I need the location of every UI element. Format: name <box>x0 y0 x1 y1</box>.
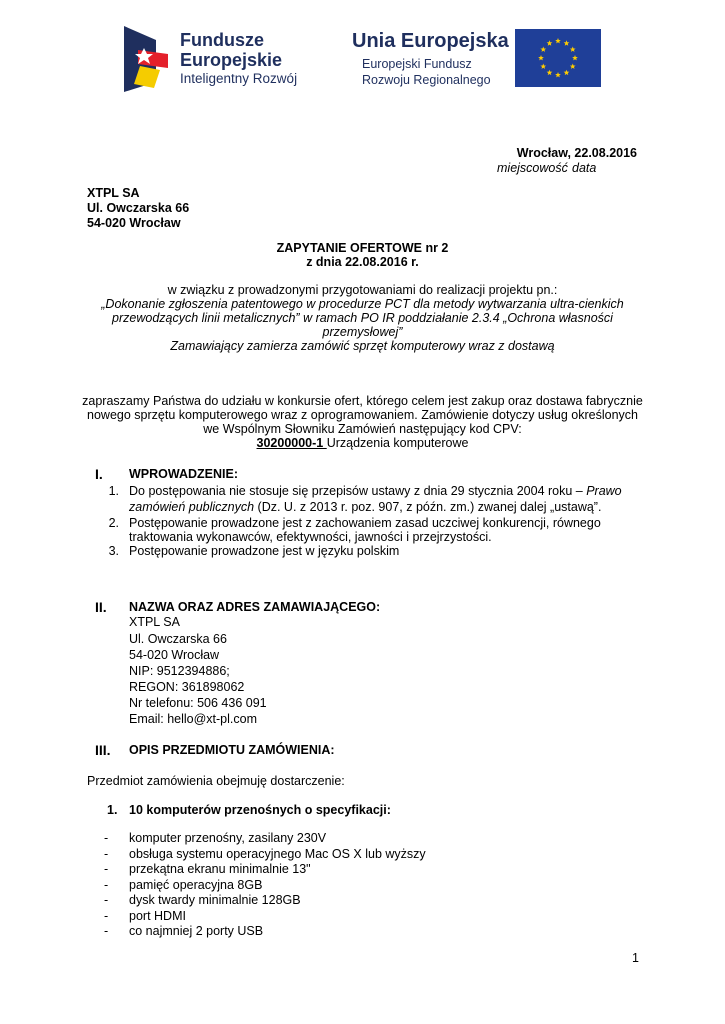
spec-dash: - <box>104 847 109 861</box>
document-title: ZAPYTANIE OFERTOWE nr 2 <box>276 241 449 255</box>
section1-numeral: I. <box>95 466 103 482</box>
spec-dash: - <box>104 878 109 892</box>
eu-star-icon <box>555 72 561 77</box>
place-caption: miejscowość <box>497 161 568 175</box>
spec-item: port HDMI <box>129 909 186 923</box>
item1-text-a: Do postępowania nie stosuje się przepisów ustawy z dnia 29 stycznia 2004 roku – <box>129 484 587 498</box>
invitation-line1: zapraszamy Państwa do udziału w konkursie ofert, którego celem jest zakup oraz dostawa fabrycznie <box>82 394 643 408</box>
section1-item3-line1: Postępowanie prowadzone jest w języku polskim <box>129 544 400 558</box>
place-date: Wrocław, 22.08.2016 <box>516 146 637 160</box>
item1-text-d: (Dz. U. z 2013 r. poz. 907, z późn. zm.) zwanej dalej „ustawą”. <box>254 500 602 514</box>
intro-line5: Zamawiający zamierza zamówić sprzęt komputerowy wraz z dostawą <box>170 339 555 353</box>
section1-item3-num: 3. <box>108 544 119 558</box>
intro-line3: przewodzących linii metalicznych” w ramach PO IR poddziałanie 2.3.4 „Ochrona własności <box>112 311 613 325</box>
eu-star-icon <box>547 40 553 45</box>
ue-logo-title: Unia Europejska <box>352 30 509 52</box>
cpv-code: 30200000-1 <box>256 436 327 450</box>
ue-logo-line2: Rozwoju Regionalnego <box>362 73 491 87</box>
company-phone: Nr telefonu: 506 436 091 <box>129 696 267 710</box>
section3-item-heading: 10 komputerów przenośnych o specyfikacji: <box>129 803 391 817</box>
section1-item1-num: 1. <box>108 484 119 498</box>
cpv-label: Urządzenia komputerowe <box>326 436 469 450</box>
invitation-line3: we Wspólnym Słowniku Zamówień następujący kod CPV: <box>203 422 522 436</box>
spec-item: przekątna ekranu minimalnie 13" <box>129 862 311 876</box>
company-nip: NIP: 9512394886; <box>129 664 230 678</box>
date-caption: data <box>572 161 597 175</box>
company-email: Email: hello@xt-pl.com <box>129 712 258 726</box>
company-city: 54-020 Wrocław <box>129 648 220 662</box>
section1-item2-line1: Postępowanie prowadzone jest z zachowaniem zasad uczciwej konkurencji, równego <box>129 516 601 530</box>
spec-item: dysk twardy minimalnie 128GB <box>129 893 301 907</box>
section1-item2-line2: traktowania wykonawców, efektywności, jawności i przejrzystości. <box>129 530 492 544</box>
intro-line4: przemysłowej” <box>322 325 403 339</box>
eu-star-icon <box>564 70 570 75</box>
fe-logo-line2: Europejskie <box>180 50 283 70</box>
eu-star-icon <box>570 47 576 52</box>
spec-item: co najmniej 2 porty USB <box>129 924 264 938</box>
section1-item1-line1 <box>129 484 622 498</box>
section2-numeral: II. <box>95 599 107 615</box>
section1-item2-num: 2. <box>108 516 119 530</box>
spec-item: obsługa systemu operacyjnego Mac OS X lub wyższy <box>129 847 426 861</box>
spec-dash: - <box>104 924 109 938</box>
eu-star-icon <box>570 64 576 69</box>
section3-numeral: III. <box>95 742 111 758</box>
addressee-city: 54-020 Wrocław <box>87 216 181 230</box>
section3-intro: Przedmiot zamówienia obejmuję dostarczenie: <box>87 774 345 788</box>
eu-star-icon <box>538 55 544 60</box>
section2-heading: NAZWA ORAZ ADRES ZAMAWIAJĄCEGO: <box>129 600 381 614</box>
eu-star-icon <box>555 38 561 43</box>
fe-logo-line3: Inteligentny Rozwój <box>180 71 298 86</box>
section1-item1-line2 <box>129 500 601 514</box>
eu-star-icon <box>572 55 578 60</box>
section3-item-num: 1. <box>107 803 118 817</box>
section1-heading: WPROWADZENIE: <box>129 467 239 481</box>
document-date: z dnia 22.08.2016 r. <box>306 255 419 269</box>
ue-logo-line1: Europejski Fundusz <box>362 57 472 71</box>
fe-logo-line1: Fundusze <box>180 30 264 50</box>
spec-dash: - <box>104 831 109 845</box>
addressee-street: Ul. Owczarska 66 <box>87 201 190 215</box>
invitation-line2: nowego sprzętu komputerowego wraz z oprogramowaniem. Zamówienie dotyczy usług określonych <box>87 408 638 422</box>
spec-dash: - <box>104 909 109 923</box>
intro-line2: „Dokonanie zgłoszenia patentowego w procedurze PCT dla metody wytwarzania ultra-cienkich <box>101 297 624 311</box>
item1-text-b: Prawo <box>586 484 622 498</box>
intro-line1: w związku z prowadzonymi przygotowaniami do realizacji projektu pn.: <box>167 283 558 297</box>
eu-star-icon <box>540 64 546 69</box>
section3-heading: OPIS PRZEDMIOTU ZAMÓWIENIA: <box>129 743 335 757</box>
eu-star-icon <box>564 40 570 45</box>
eu-flag-icon <box>515 29 601 87</box>
company-name: XTPL SA <box>129 615 180 629</box>
item1-text-c: zamówień publicznych <box>129 500 255 514</box>
fundusze-europejskie-logo <box>124 26 174 92</box>
spec-item: pamięć operacyjna 8GB <box>129 878 263 892</box>
company-street: Ul. Owczarska 66 <box>129 632 227 646</box>
eu-star-icon <box>547 70 553 75</box>
spec-item: komputer przenośny, zasilany 230V <box>129 831 327 845</box>
eu-star-icon <box>540 47 546 52</box>
cpv-line <box>0 436 725 450</box>
page-number: 1 <box>632 951 639 965</box>
addressee-name: XTPL SA <box>87 186 140 200</box>
company-regon: REGON: 361898062 <box>129 680 245 694</box>
spec-dash: - <box>104 862 109 876</box>
spec-dash: - <box>104 893 109 907</box>
